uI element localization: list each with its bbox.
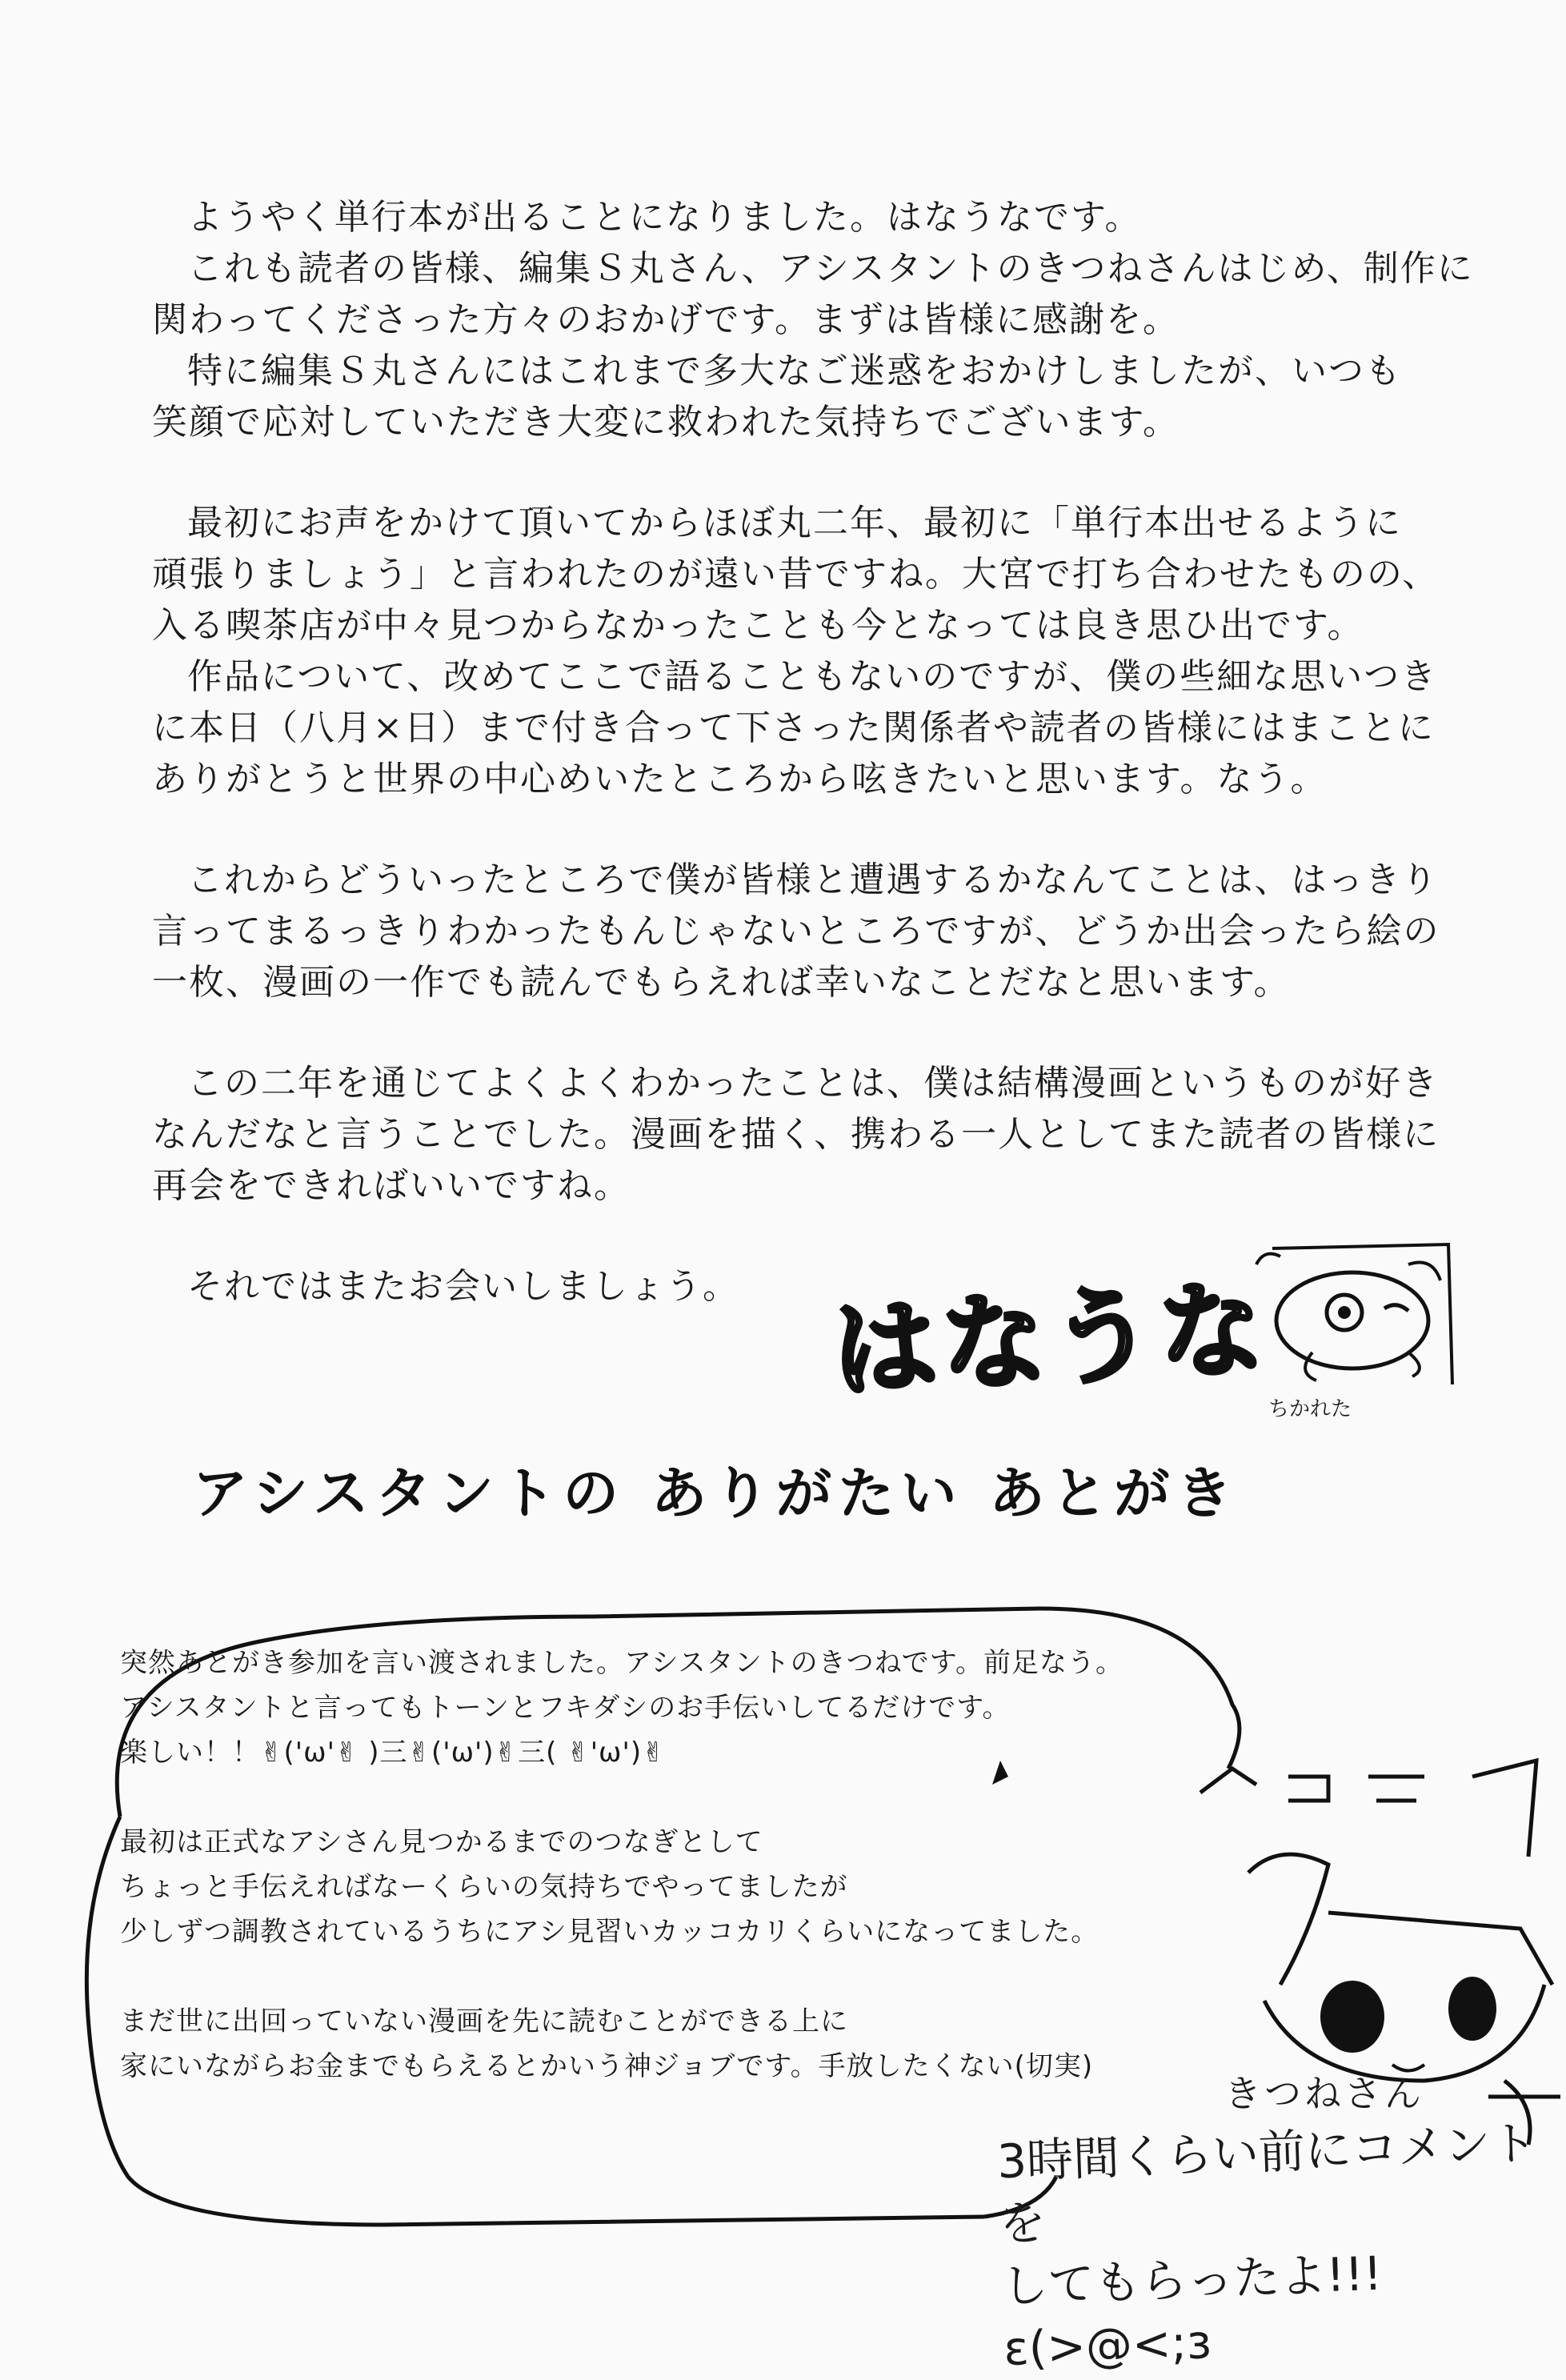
assistant-afterword-title: アシスタントの ありがたい あとがき — [192, 1460, 1239, 1526]
assistant-line: 突然あとがき参加を言い渡されました。アシスタントのきつねです。前足なう。 — [120, 1647, 1124, 1679]
afterword-line: なんだなと言うことでした。漫画を描く、携わる一人としてまた読者の皆様に — [152, 1114, 1440, 1155]
assistant-line: 最初は正式なアシさん見つかるまでのつなぎとして — [120, 1826, 763, 1858]
afterword-line: ありがとうと世界の中心めいたところから呟きたいと思います。なう。 — [152, 759, 1328, 799]
handwritten-note — [996, 2111, 1564, 2380]
afterword-line: 関わってくださった方々のおかげです。まずは皆様に感謝を。 — [152, 299, 1180, 340]
assistant-line: 少しずつ調教されているうちにアシ見習いカッコカリくらいになってました。 — [120, 1916, 1099, 1948]
assistant-line: 楽しい！！✌('ω'✌ )三✌('ω')✌三( ✌'ω')✌ — [120, 1737, 666, 1769]
afterword-line: これも読者の皆様、編集Ｓ丸さん、アシスタントのきつねさんはじめ、制作に — [187, 248, 1474, 289]
afterword-line: 笑顔で応対していただき大変に救われた気持ちでございます。 — [152, 402, 1180, 443]
afterword-line: 再会をできればいいですね。 — [152, 1165, 631, 1206]
afterword-text — [152, 192, 1480, 1312]
afterword-line: 一枚、漫画の一作でも読んでもらえれば幸いなことだなと思います。 — [152, 962, 1291, 1003]
afterword-line: この二年を通じてよくよくわかったことは、僕は結構漫画というものが好き — [187, 1063, 1439, 1104]
afterword-line: 最初にお声をかけて頂いてからほぼ丸二年、最初に「単行本出せるように — [187, 503, 1402, 543]
assistant-line: アシスタントと言ってもトーンとフキダシのお手伝いしてるだけです。 — [120, 1692, 1011, 1724]
afterword-line: 特に編集Ｓ丸さんにはこれまで多大なご迷惑をおかけしましたが、いつも — [187, 351, 1402, 391]
assistant-line: ちょっと手伝えればなーくらいの気持ちでやってましたが — [120, 1871, 848, 1903]
afterword-line: に本日（八月×日）まで付き合って下さった関係者や読者の皆様にはまことに — [152, 707, 1435, 748]
afterword-line: 頑張りましょう」と言われたのが遠い昔ですね。大宮で打ち合わせたものの、 — [152, 554, 1440, 595]
afterword-line: 作品について、改めてここで語ることもないのですが、僕の些細な思いつき — [187, 656, 1438, 697]
afterword-line: これからどういったところで僕が皆様と遭遇するかなんてことは、はっきり — [187, 859, 1439, 900]
afterword-line: 言ってまるっきりわかったもんじゃないところですが、どうか出会ったら絵の — [152, 911, 1440, 952]
assistant-afterword-text — [120, 1641, 1200, 2089]
assistant-line: まだ世に出回っていない漫画を先に読むことができる上に — [120, 2005, 848, 2037]
author-signature — [829, 1232, 1456, 1424]
assistant-name-tag: きつねさん — [1224, 2072, 1424, 2115]
afterword-line: ようやく単行本が出ることになりました。はなうなです。 — [187, 197, 1142, 238]
afterword-line: 入る喫茶店が中々見つからなかったことも今となっては良き思ひ出です。 — [152, 605, 1364, 646]
signature-name: はなうな — [829, 1267, 1272, 1412]
handwritten-note-line: してもらったよ!!! ε(>@<;з — [1000, 2246, 1384, 2377]
signature-note: ちかれた — [1268, 1397, 1352, 1421]
author-face-doodle — [1248, 1232, 1456, 1392]
handwritten-note-line: 3時間くらい前にコメントを — [995, 2115, 1538, 2252]
assistant-line: 家にいながらお金までもらえるとかいう神ジョブです。手放したくない(切実) — [120, 2050, 1094, 2082]
afterword-closing: それではまたお会いしましょう。 — [187, 1266, 739, 1307]
